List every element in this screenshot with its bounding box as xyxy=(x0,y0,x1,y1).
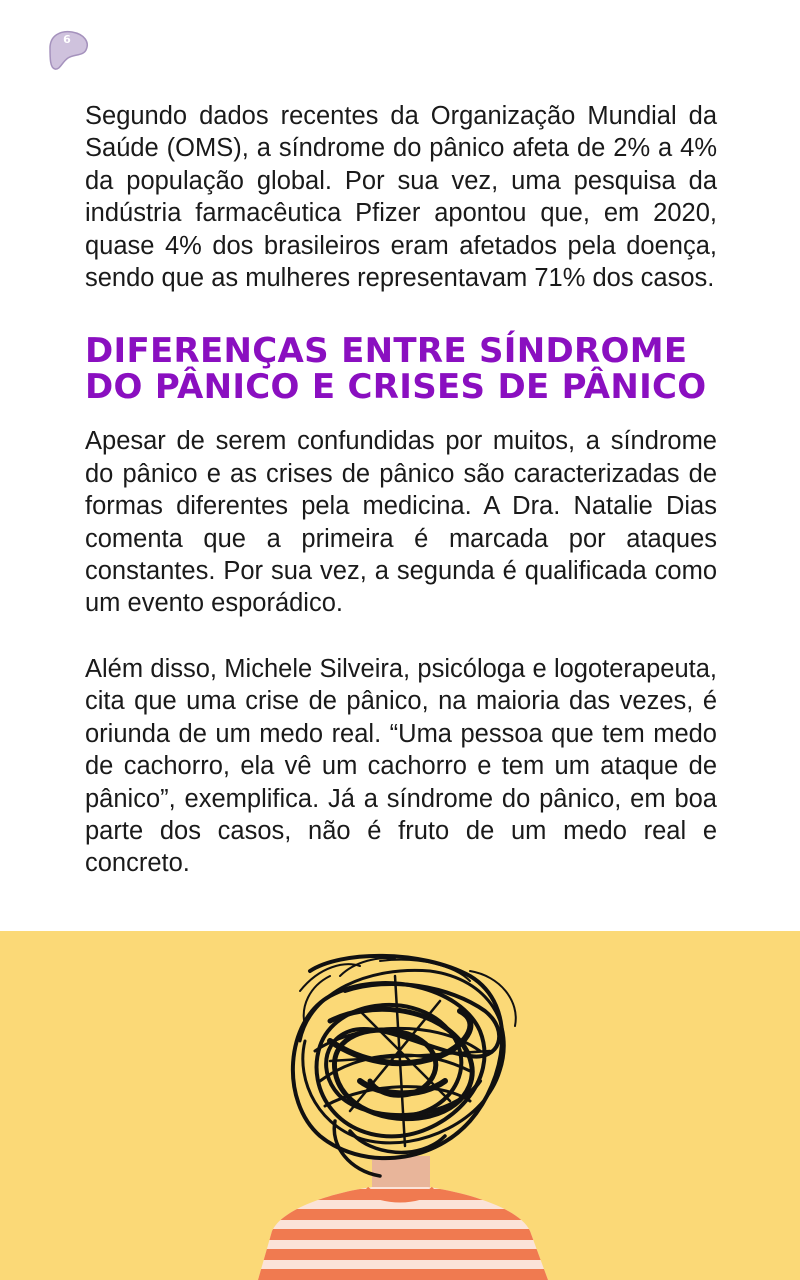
body-paragraph: Além disso, Michele Silveira, psicóloga e logoterapeuta, cita que uma crise de pânico, na maioria das vezes, é oriunda de um medo real. “Uma pessoa que tem medo de cachorro, ela vê um cachorro e tem um ataque de pânico”, exemplifica. Já a síndrome do pânico, em boa parte dos casos, não é fruto de um medo real e concreto. xyxy=(85,654,717,878)
page-number: 6 xyxy=(63,33,71,46)
body-paragraph: Apesar de serem confundidas por muitos, a síndrome do pânico e as crises de pânico são caracterizadas de formas diferentes pela medicina. A Dra. Natalie Dias comenta que a primeira é marcada por ataques constantes. Por sua vez, a segunda é qualificada como um evento esporádico. xyxy=(85,427,717,618)
person-with-scribbled-head-icon xyxy=(0,931,800,1280)
striped-shirt xyxy=(250,1181,560,1280)
intro-paragraph: Segundo dados recentes da Organização Mundial da Saúde (OMS), a síndrome do pânico afeta de 2% a 4% da população global. Por sua vez, uma pesquisa da indústria farmacêutica Pfizer apontou que, em 2020, quase 4% dos brasileiros eram afetados pela doença, sendo que as mulheres representavam 71% dos casos. xyxy=(85,102,717,293)
illustration-photo xyxy=(0,931,800,1280)
section-heading: DIFERENÇAS ENTRE SÍNDROME DO PÂNICO E CRISES DE PÂNICO xyxy=(85,331,707,408)
scribble-head xyxy=(293,956,516,1176)
article-body xyxy=(85,100,717,880)
